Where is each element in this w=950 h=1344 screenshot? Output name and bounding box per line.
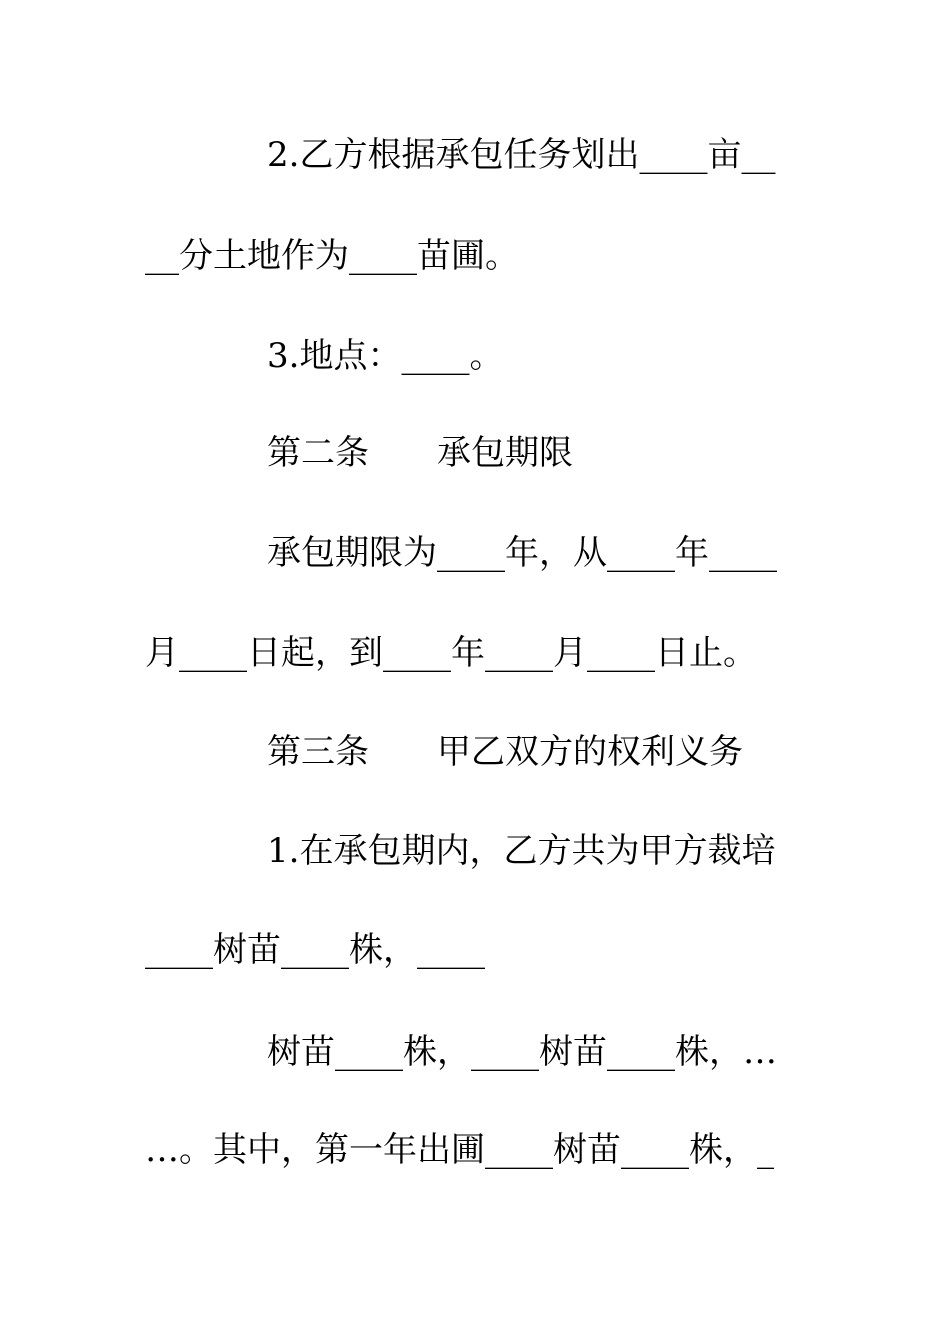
term-line-1: 承包期限为____年，从____年____ bbox=[267, 533, 777, 573]
rights-item-1-line-3: 树苗____株，____树苗____株，… bbox=[267, 1032, 777, 1072]
clause-item-3-location: 3.地点：____。 bbox=[267, 336, 504, 376]
clause-item-2-line-1: 2.乙方根据承包任务划出____亩__ bbox=[267, 135, 776, 175]
term-line-2: 月____日起，到____年____月____日止。 bbox=[145, 633, 757, 673]
rights-item-1-line-2: ____树苗____株，____ bbox=[145, 930, 485, 970]
article-2-heading: 第二条 承包期限 bbox=[267, 433, 573, 473]
clause-item-2-line-2: __分土地作为____苗圃。 bbox=[145, 236, 519, 276]
article-3-heading: 第三条 甲乙双方的权利义务 bbox=[267, 732, 743, 772]
rights-item-1-line-1: 1.在承包期内，乙方共为甲方裁培 bbox=[267, 831, 776, 871]
rights-item-1-line-4: …。其中，第一年出圃____树苗____株，_ bbox=[145, 1130, 774, 1170]
